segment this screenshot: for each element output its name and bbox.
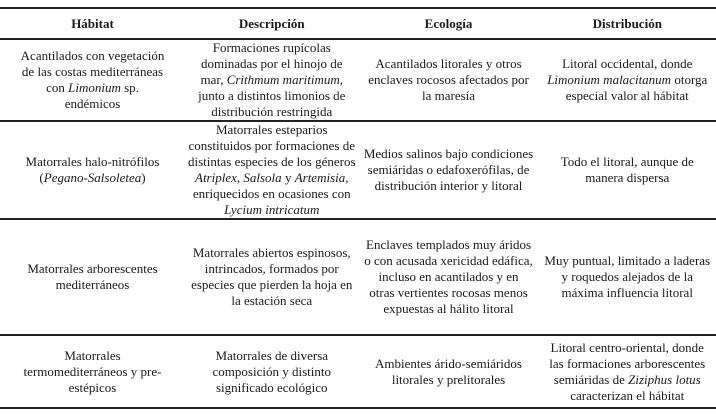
cell-line	[188, 202, 356, 218]
header-habitat: Hábitat	[0, 8, 185, 39]
cell-line	[362, 162, 536, 178]
header-row	[0, 8, 716, 39]
cell-line	[362, 356, 536, 372]
cell-line	[188, 348, 356, 364]
cell-line	[362, 285, 536, 301]
cell-line	[3, 380, 182, 396]
cell-distribucion	[539, 39, 716, 121]
text: ,	[339, 72, 343, 87]
text: dominadas por el hinojo de	[200, 56, 343, 71]
cell-line	[362, 253, 536, 269]
text: litorales y prelitorales	[391, 371, 506, 387]
cell-line	[542, 372, 713, 388]
text: especies que pierden la hoja en	[191, 277, 353, 292]
cell-line	[362, 88, 536, 104]
text: máxima influencia litoral	[561, 285, 693, 300]
cell-line	[3, 80, 182, 96]
cell-line	[188, 88, 356, 104]
text: incluso en acantilados y en	[378, 269, 519, 284]
text: de las costas mediterráneas	[21, 64, 164, 79]
text: ,	[236, 170, 244, 185]
cell-line	[3, 154, 182, 170]
cell-descripcion	[185, 335, 359, 408]
cell-line	[188, 245, 356, 261]
text: Todo el litoral, aunque de	[560, 154, 694, 169]
cell-descripcion	[185, 39, 359, 121]
text: semiáridas de	[553, 371, 629, 387]
cell-line	[3, 64, 182, 80]
cell-line	[542, 88, 713, 104]
cell-distribucion	[539, 335, 716, 408]
cell-line	[188, 138, 356, 154]
cell-line	[188, 170, 356, 186]
cell-line	[188, 293, 356, 309]
cell-line	[362, 56, 536, 72]
text: expuestas al hálito litoral	[383, 301, 514, 316]
text: significado ecológico	[215, 379, 328, 395]
text: Medios salinos bajo condiciones	[363, 146, 534, 161]
cell-descripcion	[185, 219, 359, 335]
cell-line	[542, 56, 713, 72]
text: endémicos	[64, 96, 121, 111]
cell-line	[188, 122, 356, 138]
cell-ecologia	[359, 335, 539, 408]
text: Acantilados con vegetación	[20, 48, 165, 63]
table-row	[0, 39, 716, 121]
text: intrincados, formados por	[204, 261, 339, 276]
cell-line	[3, 277, 182, 293]
text: Matorrales halo-nitrófilos	[25, 154, 160, 169]
text: ,	[345, 170, 349, 185]
text: distintas especies de los géneros	[188, 154, 356, 169]
text: caracterizan el hábitat	[570, 387, 685, 403]
cell-line	[188, 380, 356, 396]
cell-ecologia	[359, 121, 539, 219]
cell-line	[3, 96, 182, 112]
cell-line	[3, 170, 182, 186]
cell-ecologia	[359, 39, 539, 121]
text: Enclaves templados muy áridos	[366, 237, 532, 252]
cell-line	[188, 154, 356, 170]
table-body	[0, 39, 716, 408]
cell-habitat	[0, 335, 185, 408]
species-name: Artemisia	[294, 170, 346, 185]
text: Matorrales de diversa	[215, 347, 329, 363]
cell-habitat	[0, 121, 185, 219]
text: Matorrales	[64, 347, 121, 363]
cell-line	[542, 253, 713, 269]
text: estépicos	[68, 379, 117, 395]
cell-line	[542, 154, 713, 170]
cell-line	[188, 277, 356, 293]
cell-distribucion	[539, 121, 716, 219]
text: Muy puntual, limitado a laderas	[544, 253, 711, 268]
text: especial valor al hábitat	[565, 88, 689, 103]
text: la estación seca	[231, 293, 313, 308]
text: mediterráneos	[55, 277, 130, 292]
cell-line	[542, 170, 713, 186]
cell-line	[542, 72, 713, 88]
cell-line	[542, 388, 713, 404]
cell-line	[3, 48, 182, 64]
cell-descripcion	[185, 121, 359, 219]
cell-line	[188, 72, 356, 88]
text: Formaciones rupícolas	[212, 40, 331, 55]
cell-distribucion	[539, 219, 716, 335]
cell-line	[362, 301, 536, 317]
species-name: Atriplex	[195, 170, 237, 185]
text: Matorrales esteparios	[215, 122, 328, 137]
text: composición y distinto	[212, 363, 331, 379]
text: otras vertientes rocosas menos	[369, 285, 528, 300]
cell-ecologia	[359, 219, 539, 335]
header-distribucion: Distribución	[539, 8, 716, 39]
text: junto a distintos limonios de	[198, 88, 346, 103]
text: manera dispersa	[585, 170, 670, 185]
text: distribución restringida	[211, 104, 333, 119]
cell-line	[362, 72, 536, 88]
text: Litoral centro-oriental, donde	[550, 339, 704, 355]
species-name: Limonium	[68, 80, 121, 95]
text: Ambientes árido-semiáridos	[375, 355, 522, 371]
table-row	[0, 335, 716, 408]
cell-line	[362, 178, 536, 194]
text: otorga	[671, 72, 708, 87]
text: semiáridas o edafoxerófilas, de	[367, 162, 530, 177]
species-name: Crithmum maritimum	[226, 72, 340, 87]
text: termomediterráneos y pre-	[23, 363, 162, 379]
cell-line	[3, 364, 182, 380]
species-name: Pegano-Salsoletea	[43, 170, 142, 185]
cell-line	[362, 237, 536, 253]
text: distribución interior y litoral	[374, 178, 523, 193]
text: enclaves rocosos afectados por	[368, 72, 529, 87]
cell-line	[3, 261, 182, 277]
cell-habitat	[0, 39, 185, 121]
table-row	[0, 121, 716, 219]
species-name: Lycium intricatum	[224, 202, 320, 217]
text: las formaciones arborescentes	[549, 355, 706, 371]
text: Matorrales abiertos espinosos,	[192, 245, 351, 260]
text: Matorrales arborescentes	[27, 261, 158, 276]
text: (	[39, 170, 44, 185]
text: mar,	[200, 72, 227, 87]
cell-line	[362, 269, 536, 285]
cell-line	[542, 340, 713, 356]
species-name: Salsola	[243, 170, 282, 185]
cell-line	[542, 285, 713, 301]
cell-line	[362, 146, 536, 162]
cell-line	[188, 104, 356, 120]
text: constituidos por formaciones de	[188, 138, 355, 153]
text: con	[46, 80, 69, 95]
table-row	[0, 219, 716, 335]
header-descripcion: Descripción	[185, 8, 359, 39]
text: enriquecidos en ocasiones con	[192, 186, 351, 201]
cell-habitat	[0, 219, 185, 335]
cell-line	[362, 372, 536, 388]
text: y	[281, 170, 295, 185]
cell-line	[188, 56, 356, 72]
header-ecologia: Ecología	[359, 8, 539, 39]
text: y roquedos alejados de la	[561, 269, 693, 284]
text: Acantilados litorales y otros	[375, 56, 522, 71]
cell-line	[188, 261, 356, 277]
text: la maresía	[421, 88, 476, 103]
cell-line	[542, 356, 713, 372]
cell-line	[542, 269, 713, 285]
habitat-table	[0, 7, 716, 409]
text: Litoral occidental, donde	[562, 56, 693, 71]
cell-line	[188, 186, 356, 202]
cell-line	[188, 40, 356, 56]
species-name: Limonium malacitanum	[547, 72, 672, 87]
species-name: Ziziphus lotus	[628, 371, 701, 387]
cell-line	[188, 364, 356, 380]
text: sp.	[120, 80, 139, 95]
text: o con acusada xericidad edáfica,	[364, 253, 533, 268]
text: )	[141, 170, 146, 185]
cell-line	[3, 348, 182, 364]
